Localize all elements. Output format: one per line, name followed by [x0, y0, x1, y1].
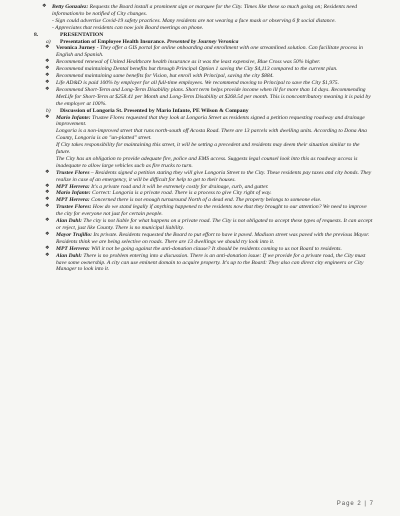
comment-text: Requests the Board install a prominent sign or marquee for the City. Times like these so much going on; Residents need information/to be notified of City changes.	[52, 4, 357, 17]
continuation-text: The City has an obligation to provide adequate fire, police and EMS access. Suggests legal counsel look into this as roadway access is inadequate to allow large vehicles such as fire trucks to turn.	[56, 155, 358, 169]
subsection-presenter: Presented by Journey Veronica	[166, 38, 239, 45]
diamond-bullet-icon: ❖	[45, 183, 50, 189]
section-heading: 8. PRESENTATION	[34, 31, 104, 38]
diamond-bullet-icon: ❖	[45, 59, 50, 65]
list-item: ❖ Alan Dahl: The city is not liable for what happens on a private road. The City is not obligated to accept these types of requests. It can accept or reject, just like County. There is no municipal liability.	[45, 218, 373, 231]
speaker-name: Alan Dahl:	[56, 252, 82, 259]
diamond-bullet-icon: ❖	[45, 231, 50, 237]
list-item: ❖ Mario Infante: Correct: Longoria is a private road. There is a process to give City right of way.	[45, 190, 272, 197]
list-item: ❖ Mario Infante: Trustee Flores requested that they look at Longoria Street as residents signed a petition requesting roadway and drainage improvement. Longoria is a non-improved street that runs north-south off Acosta Road. There are 13 parcels with dwelling units. According to Dona Ana County, Longoria is an "un-platted" street. If City takes responsibility for maintaining this street, it will be setting a precedent and residents may deem their situation similar to the future. The City has an obligation to provide adequate fire, police and EMS access. Suggests legal counsel look into this as roadway access is inadequate to allow large vehicles such as fire trucks to turn.	[34, 115, 374, 170]
subsection-title: Discussion of Longoria St. Presented by Mario Infante, PE Wilson & Company	[60, 107, 249, 114]
speaker-name: Trustee Flores:	[56, 204, 92, 211]
speaker-name: Mario Infante:	[56, 114, 91, 121]
subsection-b-heading: b) Discussion of Longoria St. Presented by Mario Infante, PE Wilson & Company	[46, 107, 249, 114]
comment-line: - Sign could advertise Covid-19 safety practices. Many residents are not wearing a face mask or observing 6 ft social distance.	[52, 17, 336, 24]
diamond-bullet-icon: ❖	[45, 114, 50, 120]
list-item: ❖ MPT Herrera: Concerned there is not enough turnaround North of a dead end. The property belongs to someone else.	[45, 197, 322, 204]
diamond-bullet-icon: ❖	[45, 245, 50, 251]
speaker-name: Mayor Trujillo:	[56, 231, 92, 238]
diamond-bullet-icon: ❖	[45, 218, 50, 224]
insurance-bullet-list	[34, 45, 374, 107]
list-item: ❖ Mayor Trujillo: Its private. Residents requested the Board to put effort to have it paved. Madison street was paved with the previous Mayor. Residents think we are being selective on roads. There are 13 dwellings we should try look into it.	[45, 231, 370, 245]
diamond-bullet-icon: ❖	[45, 190, 50, 196]
list-item: ❖ MPT Herrera: It's a private road and it will be extremely costly for drainage, curb, and gutter.	[45, 183, 269, 190]
comment-betty-gonzalez	[34, 4, 374, 32]
speaker-name: MPT Herrera:	[56, 245, 90, 252]
diamond-bullet-icon: ❖	[45, 197, 50, 203]
list-item: ❖ Recommend maintaining Dental benefits but through Principal Option 1 saving the City $4,113 compared to the current plan.	[45, 66, 338, 73]
speaker-name: MPT Herrera:	[56, 197, 90, 204]
list-item: ❖ Recommend maintaining same benefits for Vision, but enroll with Principal, saving the city $884.	[45, 73, 274, 80]
comment-line: - Appreciates that residents can now join Board meetings on phone.	[52, 24, 204, 31]
list-item: ❖ Alan Dahl: There is no problem entering into a discussion. There is an anti-donation issue: If we provide for a private road, the City must have some ownership. A city can use eminent domain to acquire property. It's up to the Board: They also can direct city engineers or City Manager to look into it.	[45, 252, 366, 273]
diamond-bullet-icon: ❖	[45, 79, 50, 85]
list-item: ❖ Trustee Flores: How do we stand legally if anything happened to the residents now that they brought to our attention? We need to improve the city for everyone not just for certain people.	[45, 204, 367, 218]
diamond-bullet-icon: ❖	[42, 4, 47, 9]
speaker-name: MPT Herrera:	[56, 183, 90, 190]
list-item: ❖ Life AD&D is paid 100% by employer for all full-time employees. We recommend moving to Principal to save the City $1,975.	[45, 79, 340, 86]
diamond-bullet-icon: ❖	[45, 86, 50, 92]
page-number: Page 2 | 7	[336, 501, 374, 507]
diamond-bullet-icon: ❖	[45, 169, 50, 175]
speaker-name: Alan Dahl:	[56, 218, 82, 225]
list-item: ❖ Recommend renewal of United Healthcare health insurance as it was the least expensive, Blue Cross was 50% higher.	[45, 59, 321, 66]
diamond-bullet-icon: ❖	[45, 204, 50, 210]
speaker-name: Mario Infante:	[56, 190, 91, 197]
longoria-discussion-list	[34, 115, 374, 274]
speaker-name: Trustee Flores	[56, 169, 90, 176]
continuation-text: If City takes responsibility for maintaining this street, it will be setting a precedent and residents may deem their situation similar to the future.	[56, 142, 360, 156]
subsection-title: Presentation of Employee Health Insurance.	[60, 38, 166, 45]
list-item: ❖ Recommend Short-Term and Long-Term Disability plans. Short term helps provide income when ill for more than 14 days. Recommending MetLife for Short-Term at $258.41 per Month and Long-Term Disability at $268.54 per month. This is noncontributory meaning it is paid by the employer at 100%.	[45, 86, 371, 107]
diamond-bullet-icon: ❖	[45, 66, 50, 72]
list-item: ❖ Trustee Flores – Residents signed a petition stating they will give Longoria Street to the City. These residents pay taxes and city bonds. They realize in case of an emergency, it will be difficult for help to get to their houses.	[45, 169, 372, 183]
list-item: ❖ MPT Herrera: Will it not be going against the anti-donation clause? It should be residents coming to us not Board to residents.	[45, 245, 342, 252]
list-item: ❖ Veronica Jurney - They offer a GIS portal for online onboarding and enrollment with one streamlined solution. Can facilitate process in English and Spanish.	[45, 45, 363, 59]
continuation-text: Longoria is a non-improved street that runs north-south off Acosta Road. There are 13 parcels with dwelling units. According to Dona Ana County, Longoria is an "un-platted" street.	[56, 128, 367, 142]
diamond-bullet-icon: ❖	[45, 45, 50, 51]
diamond-bullet-icon: ❖	[45, 252, 50, 258]
speaker-name: Betty Gonzalez:	[52, 4, 89, 10]
diamond-bullet-icon: ❖	[45, 73, 50, 79]
subsection-a-heading: a) Presentation of Employee Health Insurance. Presented by Journey Veronica	[46, 38, 239, 45]
